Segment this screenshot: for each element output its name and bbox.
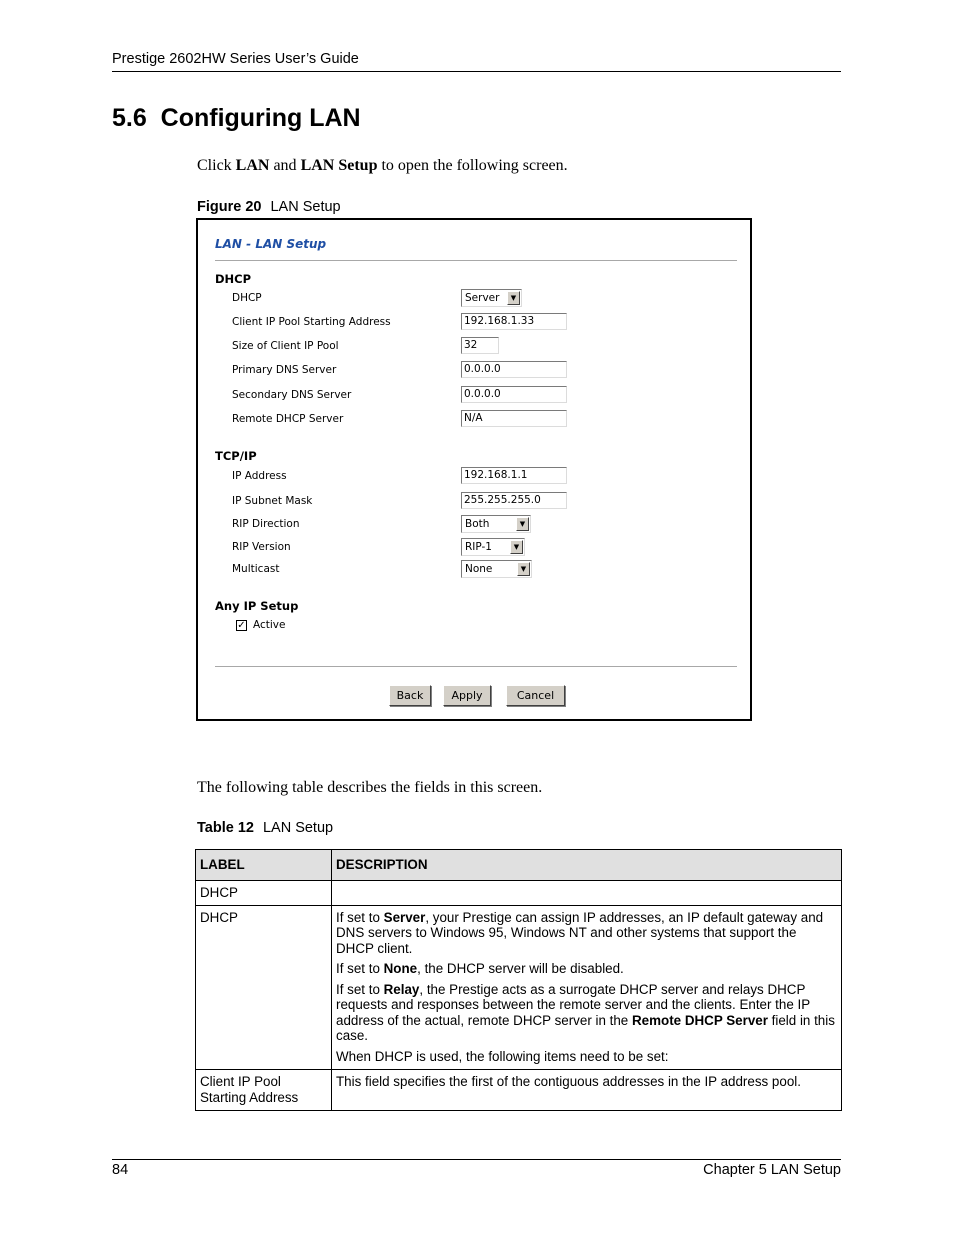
active-label: Active <box>253 619 286 631</box>
description-paragraph: When DHCP is used, the following items need to be set: <box>336 1048 669 1064</box>
ip-address-label: IP Address <box>232 470 287 482</box>
table-title: LAN Setup <box>262 820 334 836</box>
cancel-button[interactable]: Cancel <box>506 685 565 706</box>
primary-dns-label: Primary DNS Server <box>232 364 337 376</box>
lan-setup-table <box>195 849 842 1111</box>
row-label: DHCP <box>196 905 332 1070</box>
rip-direction-label: RIP Direction <box>232 518 300 530</box>
rip-direction-select[interactable]: Both ▼ <box>461 515 531 533</box>
table-row <box>196 1070 842 1111</box>
screen-top-rule <box>215 260 737 261</box>
footer-rule <box>112 1159 841 1160</box>
running-header: Prestige 2602HW Series User’s Guide <box>112 51 359 67</box>
dropdown-arrow-icon: ▼ <box>516 517 529 531</box>
lan-setup-screen <box>196 218 752 721</box>
row-label: Client IP Pool Starting Address <box>196 1070 332 1111</box>
screen-title: LAN - LAN Setup <box>215 237 327 251</box>
apply-button[interactable]: Apply <box>443 685 491 706</box>
subnet-mask-label: IP Subnet Mask <box>232 495 313 507</box>
header-label: LABEL <box>196 850 332 881</box>
pool-start-input[interactable]: 192.168.1.33 <box>461 313 567 330</box>
pool-size-input[interactable]: 32 <box>461 337 499 354</box>
remote-dhcp-input[interactable]: N/A <box>461 410 567 427</box>
table-caption <box>197 820 333 836</box>
table-label: Table 12 <box>197 820 254 836</box>
dropdown-arrow-icon: ▼ <box>510 540 523 554</box>
figure-label: Figure 20 <box>197 199 262 215</box>
subnet-mask-input[interactable]: 255.255.255.0 <box>461 492 567 509</box>
description-paragraph: If set to Relay, the Prestige acts as a surrogate DHCP server and relays DHCP requests and responses between the remote server and the clients. Enter the IP address of the actual, remote DHCP server in the Remote DHCP Server field in this case. <box>336 981 835 1043</box>
back-button[interactable]: Back <box>389 685 431 706</box>
remote-dhcp-label: Remote DHCP Server <box>232 413 344 425</box>
section-title: 5.6 Configuring LAN <box>112 104 361 132</box>
page-number: 84 <box>112 1162 129 1178</box>
row-description <box>332 881 842 906</box>
intro-sentence: Click LAN and LAN Setup to open the following screen. <box>197 157 568 174</box>
row-description <box>332 905 842 1070</box>
active-checkbox[interactable] <box>236 620 247 631</box>
figure-caption <box>197 199 341 215</box>
table-row <box>196 881 842 906</box>
tcpip-group-heading: TCP/IP <box>215 449 257 463</box>
secondary-dns-input[interactable]: 0.0.0.0 <box>461 386 567 403</box>
description-paragraph: If set to None, the DHCP server will be disabled. <box>336 961 624 976</box>
dropdown-arrow-icon: ▼ <box>507 291 520 305</box>
anyip-group-heading: Any IP Setup <box>215 599 299 613</box>
screen-bottom-rule <box>215 666 737 667</box>
multicast-label: Multicast <box>232 563 280 575</box>
pool-start-label: Client IP Pool Starting Address <box>232 316 391 328</box>
rip-version-label: RIP Version <box>232 541 291 553</box>
dropdown-arrow-icon: ▼ <box>517 562 530 576</box>
row-description: This field specifies the first of the contiguous addresses in the IP address pool. <box>332 1070 842 1111</box>
table-intro-paragraph: The following table describes the fields in this screen. <box>197 779 543 796</box>
pool-size-label: Size of Client IP Pool <box>232 340 339 352</box>
dhcp-select[interactable]: Server ▼ <box>461 289 522 307</box>
table-row <box>196 905 842 1070</box>
figure-title: LAN Setup <box>270 199 341 215</box>
checkmark-icon: ✓ <box>237 620 246 631</box>
multicast-select[interactable]: None ▼ <box>461 560 532 578</box>
dhcp-group-heading: DHCP <box>215 272 252 286</box>
table-header-row <box>196 850 842 881</box>
chapter-footer: Chapter 5 LAN Setup <box>703 1162 841 1178</box>
description-paragraph: If set to Server, your Prestige can assign IP addresses, an IP default gateway and DNS servers to Windows 95, Windows NT and other systems that support the DHCP client. <box>336 909 824 956</box>
secondary-dns-label: Secondary DNS Server <box>232 389 352 401</box>
ip-address-input[interactable]: 192.168.1.1 <box>461 467 567 484</box>
dhcp-label: DHCP <box>232 292 262 304</box>
header-description: DESCRIPTION <box>332 850 842 881</box>
row-label: DHCP <box>196 881 332 906</box>
header-rule <box>112 71 841 72</box>
primary-dns-input[interactable]: 0.0.0.0 <box>461 361 567 378</box>
rip-version-select[interactable]: RIP-1 ▼ <box>461 538 525 556</box>
